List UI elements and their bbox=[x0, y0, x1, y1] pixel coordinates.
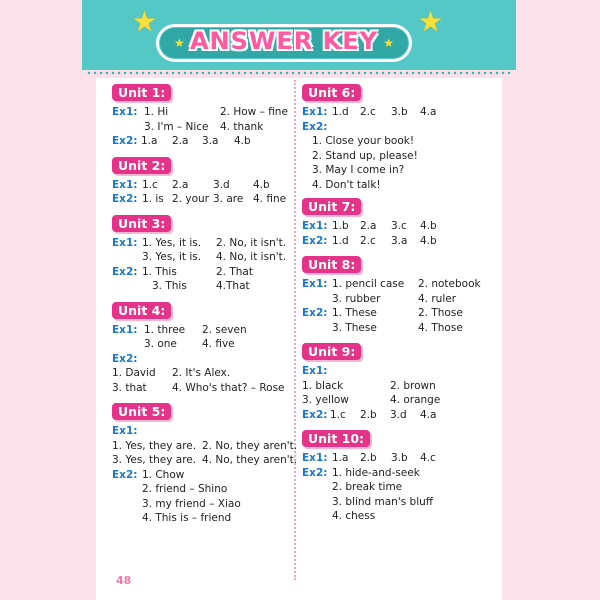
right-column bbox=[302, 82, 502, 524]
answer-text: 2. No, it isn't. bbox=[216, 236, 287, 249]
answer-text: 4. fine bbox=[253, 193, 287, 205]
answer-text: 4.a bbox=[420, 106, 437, 118]
exercise-label: Ex1: bbox=[112, 178, 138, 191]
answer-text: 4. chess bbox=[332, 510, 376, 522]
exercise-label: Ex2: bbox=[302, 466, 328, 479]
exercise-label: Ex1: bbox=[112, 323, 138, 336]
answer-line bbox=[112, 453, 298, 468]
unit-badge: Unit 10: bbox=[302, 430, 370, 447]
answer-line bbox=[302, 466, 502, 481]
answer-text: 4.b bbox=[420, 234, 437, 247]
exercise-label: Ex2: bbox=[112, 193, 138, 205]
answer-text: 4.That bbox=[216, 280, 250, 292]
answer-text: 2. seven bbox=[202, 323, 247, 336]
answer-text: 2. brown bbox=[390, 379, 436, 392]
exercise-label: Ex1: bbox=[302, 278, 328, 290]
answer-line bbox=[302, 234, 502, 249]
answer-line bbox=[302, 306, 502, 321]
answer-text: 3.a bbox=[391, 234, 408, 247]
unit-2-section bbox=[112, 155, 292, 207]
answer-line bbox=[302, 219, 502, 234]
answer-text: 4.c bbox=[420, 452, 436, 464]
unit-8-section bbox=[302, 254, 502, 335]
answer-line bbox=[112, 134, 292, 149]
answer-line bbox=[112, 236, 292, 251]
answer-text: 1. This bbox=[142, 265, 177, 278]
answer-text: 3. This bbox=[152, 280, 187, 292]
answer-text: 2. That bbox=[216, 265, 253, 278]
title-banner bbox=[156, 24, 412, 62]
answer-text: 4. thank bbox=[220, 120, 264, 133]
exercise-label: Ex2: bbox=[112, 265, 138, 278]
answer-text: 2. your bbox=[172, 193, 209, 205]
answer-line bbox=[112, 323, 292, 338]
unit-badge: Unit 1: bbox=[112, 84, 171, 101]
answer-line bbox=[302, 105, 502, 120]
unit-badge: Unit 3: bbox=[112, 215, 171, 232]
answer-line bbox=[302, 149, 502, 164]
unit-5-section bbox=[112, 401, 298, 526]
answer-text: 3. May I come in? bbox=[312, 164, 405, 176]
exercise-label: Ex1: bbox=[302, 220, 328, 232]
answer-text: 1. Chow bbox=[142, 468, 185, 481]
star-icon: ★ bbox=[132, 5, 158, 38]
exercise-label: Ex2: bbox=[302, 120, 328, 133]
answer-text: 2. No, they aren't. bbox=[202, 439, 298, 452]
answer-line bbox=[112, 352, 292, 367]
unit-1-section bbox=[112, 82, 292, 149]
answer-text: 3. Yes, it is. bbox=[142, 251, 202, 263]
answer-line bbox=[302, 321, 502, 336]
answer-line bbox=[302, 379, 502, 394]
answer-text: 1. pencil case bbox=[332, 278, 405, 290]
answer-text: 4. No, it isn't. bbox=[216, 251, 287, 263]
answer-text: 3.b bbox=[391, 452, 408, 464]
answer-text: 4. orange bbox=[390, 394, 441, 406]
answer-line bbox=[112, 366, 292, 381]
answer-text: 4. ruler bbox=[418, 292, 457, 305]
exercise-label: Ex1: bbox=[302, 452, 328, 464]
answer-text: 2.c bbox=[360, 234, 376, 247]
answer-line bbox=[302, 451, 502, 466]
answer-text: 3. I'm – Nice bbox=[144, 120, 209, 133]
answer-line bbox=[112, 120, 292, 135]
answer-text: 4. Don't talk! bbox=[312, 178, 381, 191]
answer-text: 3.d bbox=[390, 408, 407, 421]
answer-text: 4.a bbox=[420, 408, 437, 421]
star-icon: ★ bbox=[174, 36, 185, 50]
star-icon: ★ bbox=[383, 36, 394, 50]
left-column bbox=[112, 82, 298, 526]
answer-text: 3. Yes, they are. bbox=[112, 454, 197, 466]
exercise-label: Ex2: bbox=[112, 468, 138, 481]
answer-text: 2.a bbox=[172, 178, 189, 191]
answer-text: 2. friend – Shino bbox=[142, 483, 228, 495]
answer-text: 1. Yes, it is. bbox=[142, 236, 202, 249]
answer-text: 3. one bbox=[144, 338, 177, 350]
answer-text: 3.a bbox=[202, 135, 219, 147]
answer-line bbox=[302, 509, 502, 524]
answer-text: 3.d bbox=[213, 178, 230, 191]
answer-text: 4.b bbox=[234, 135, 251, 147]
answer-text: 4. five bbox=[202, 338, 235, 350]
answer-text: 2. How – fine bbox=[220, 106, 288, 118]
exercise-label: Ex2: bbox=[112, 352, 138, 365]
answer-line bbox=[302, 178, 502, 193]
unit-badge: Unit 5: bbox=[112, 403, 171, 420]
answer-line bbox=[112, 250, 292, 265]
answer-text: 1. is bbox=[142, 193, 164, 205]
header-dotted-border bbox=[86, 70, 512, 76]
answer-line bbox=[112, 337, 292, 352]
unit-3-section bbox=[112, 213, 292, 294]
answer-text: 1. Yes, they are. bbox=[112, 439, 197, 452]
answer-text: 2.a bbox=[172, 135, 189, 147]
answer-text: 4.b bbox=[420, 220, 437, 232]
answer-text: 1. hide-and-seek bbox=[332, 466, 420, 479]
answer-text: 2.b bbox=[360, 452, 377, 464]
answer-line bbox=[302, 364, 502, 379]
answer-line bbox=[302, 277, 502, 292]
unit-4-section bbox=[112, 300, 292, 396]
answer-text: 2. Those bbox=[418, 307, 463, 319]
answer-text: 2.c bbox=[360, 106, 376, 118]
answer-line bbox=[112, 265, 292, 280]
answer-text: 1.c bbox=[142, 178, 158, 191]
answer-text: 1. Close your book! bbox=[312, 135, 415, 147]
exercise-label: Ex1: bbox=[112, 236, 138, 249]
answer-text: 2. notebook bbox=[418, 278, 481, 290]
page-number: 48 bbox=[116, 574, 132, 587]
answer-line bbox=[302, 292, 502, 307]
unit-9-section bbox=[302, 341, 502, 422]
answer-line bbox=[112, 105, 292, 120]
answer-line bbox=[112, 482, 292, 497]
answer-text: 4. No, they aren't. bbox=[202, 454, 298, 466]
unit-badge: Unit 9: bbox=[302, 343, 361, 360]
answer-text: 1.d bbox=[332, 106, 349, 118]
answer-line bbox=[302, 393, 502, 408]
exercise-label: Ex1: bbox=[112, 106, 138, 118]
unit-badge: Unit 4: bbox=[112, 302, 171, 319]
answer-text: 3.b bbox=[391, 106, 408, 118]
answer-text: 1. black bbox=[302, 379, 344, 392]
answer-line bbox=[302, 495, 502, 510]
answer-text: 2.a bbox=[360, 220, 377, 232]
answer-text: 3.c bbox=[391, 220, 407, 232]
answer-text: 3. my friend – Xiao bbox=[142, 497, 241, 510]
answer-text: 2. break time bbox=[332, 481, 403, 493]
exercise-label: Ex2: bbox=[302, 408, 328, 421]
answer-text: 3. that bbox=[112, 381, 147, 394]
answer-line bbox=[112, 192, 292, 207]
exercise-label: Ex1: bbox=[302, 365, 328, 377]
answer-text: 3. are bbox=[213, 193, 244, 205]
answer-line bbox=[112, 178, 292, 193]
answer-text: 3. blind man's bluff bbox=[332, 495, 433, 508]
answer-line bbox=[112, 511, 292, 526]
answer-line bbox=[302, 134, 502, 149]
answer-text: 3. These bbox=[332, 321, 377, 334]
column-divider bbox=[294, 80, 296, 580]
unit-10-section bbox=[302, 428, 502, 524]
exercise-label: Ex1: bbox=[302, 106, 328, 118]
exercise-label: Ex2: bbox=[302, 234, 328, 247]
answer-line bbox=[112, 497, 292, 512]
answer-line bbox=[112, 468, 292, 483]
answer-text: 1. three bbox=[144, 323, 186, 336]
answer-text: 3. yellow bbox=[302, 394, 349, 406]
answer-line bbox=[302, 120, 502, 135]
answer-text: 1.a bbox=[141, 135, 158, 147]
answer-text: 2.b bbox=[360, 408, 377, 421]
answer-text: 2. It's Alex. bbox=[172, 367, 231, 379]
answer-text: 1.a bbox=[332, 452, 349, 464]
answer-text: 4. Those bbox=[418, 321, 463, 334]
answer-text: 4.b bbox=[253, 178, 270, 191]
answer-text: 4. Who's that? – Rose bbox=[172, 381, 285, 394]
answer-line bbox=[112, 424, 292, 439]
exercise-label: Ex1: bbox=[112, 425, 138, 437]
answer-text: 1. These bbox=[332, 307, 377, 319]
answer-text: 1. Hi bbox=[144, 106, 169, 118]
answer-line bbox=[302, 480, 502, 495]
answer-text: 1.b bbox=[332, 220, 349, 232]
unit-6-section bbox=[302, 82, 502, 192]
unit-badge: Unit 7: bbox=[302, 198, 361, 215]
answer-line bbox=[112, 381, 292, 396]
answer-line bbox=[302, 163, 502, 178]
answer-text: 3. rubber bbox=[332, 292, 381, 305]
answer-text: 2. Stand up, please! bbox=[312, 149, 418, 162]
answer-text: 4. This is – friend bbox=[142, 512, 232, 524]
exercise-label: Ex2: bbox=[302, 307, 328, 319]
unit-badge: Unit 6: bbox=[302, 84, 361, 101]
answer-line bbox=[112, 279, 292, 294]
unit-badge: Unit 2: bbox=[112, 157, 171, 174]
answer-text: 1.d bbox=[332, 234, 349, 247]
unit-7-section bbox=[302, 196, 502, 248]
answer-text: 1. David bbox=[112, 367, 156, 379]
answer-line bbox=[112, 439, 298, 454]
star-icon: ★ bbox=[418, 5, 444, 38]
unit-badge: Unit 8: bbox=[302, 256, 361, 273]
answer-line bbox=[302, 408, 502, 423]
answer-text: 1.c bbox=[330, 408, 346, 421]
exercise-label: Ex2: bbox=[112, 135, 138, 147]
page-title: ANSWER KEY bbox=[189, 27, 379, 55]
